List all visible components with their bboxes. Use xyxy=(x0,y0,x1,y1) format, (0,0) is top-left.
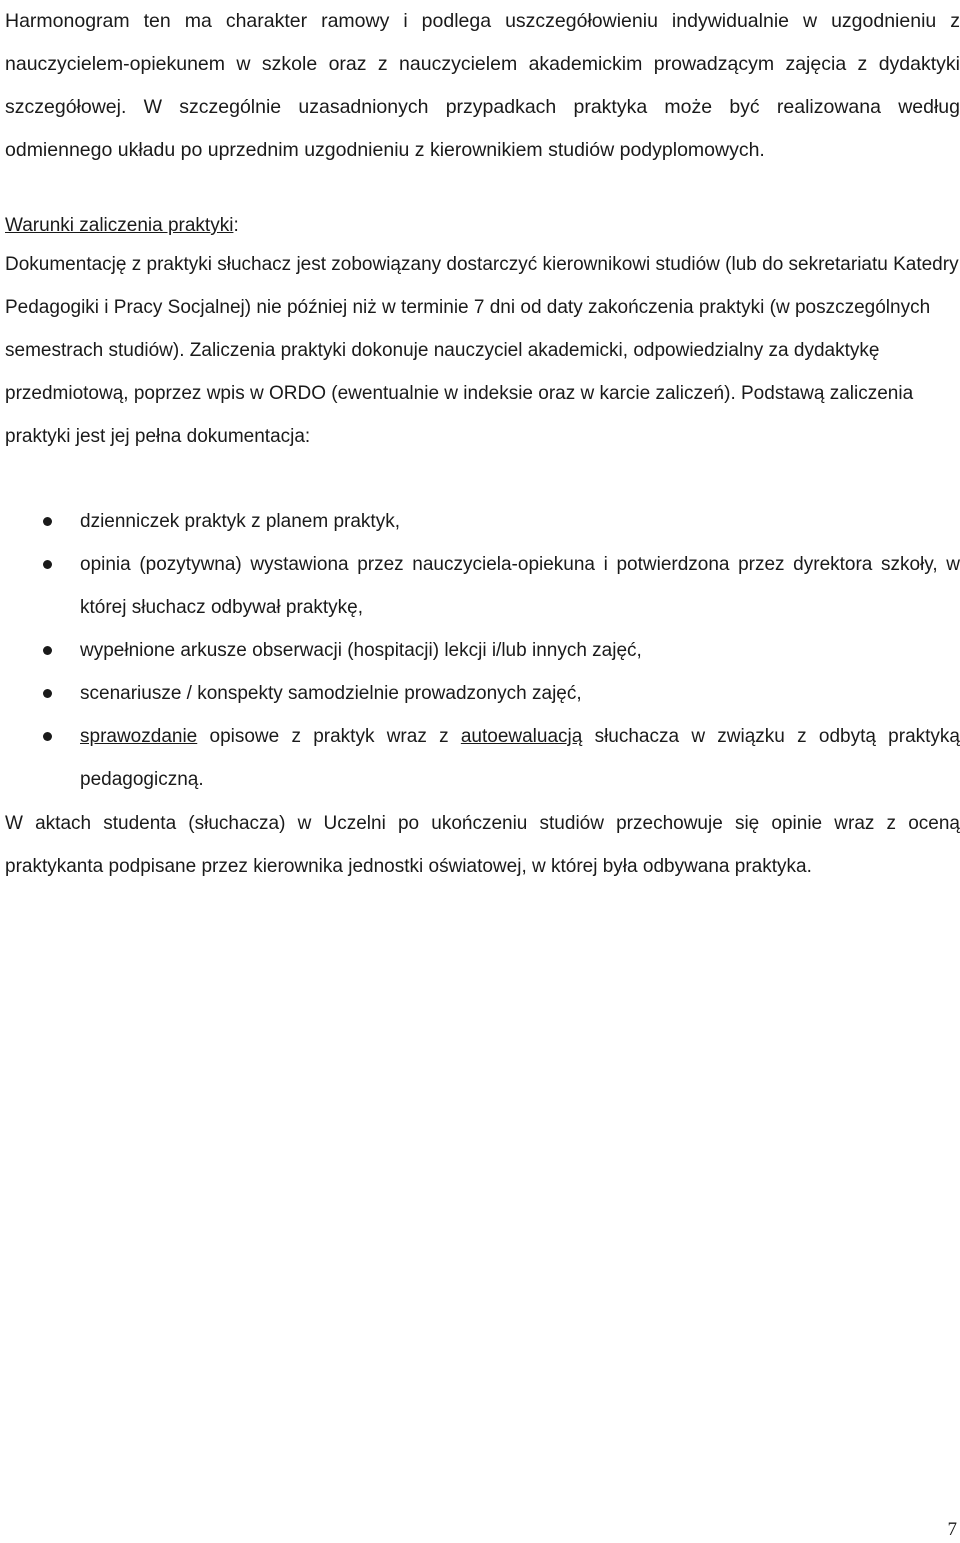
section-heading-colon: : xyxy=(233,215,239,236)
bullet-icon xyxy=(43,689,52,698)
intro-paragraph: Harmonogram ten ma charakter ramowy i podlega uszczegółowieniu indywidualnie w uzgodnieniu z nauczycielem-opiekunem w szkole oraz z nauczycielem akademickim prowadzącym zajęcia z dydaktyki szczegółowej. W szczególnie uzasadnionych przypadkach praktyka może być realizowana według odmiennego układu po uprzednim uzgodnieniu z kierownikiem studiów podyplomowych. xyxy=(5,10,960,161)
page-number: 7 xyxy=(947,1519,957,1540)
list-item xyxy=(5,500,960,543)
list-item-text: wypełnione arkusze obserwacji (hospitacji) lekcji i/lub innych zajęć, xyxy=(80,640,642,661)
list-item-text: słuchacza w związku z odbytą praktyką pedagogiczną. xyxy=(80,726,960,790)
list-item xyxy=(5,543,960,629)
list-item-underlined-text: autoewaluacją xyxy=(460,726,583,747)
list-item xyxy=(5,629,960,672)
section-body-paragraph: Dokumentację z praktyki słuchacz jest zobowiązany dostarczyć kierownikowi studiów (lub do sekretariatu Katedry Pedagogiki i Pracy Socjalnej) nie później niż w terminie 7 dni od daty zakończenia praktyki (w poszczególnych semestrach studiów). Zaliczenia praktyki dokonuje nauczyciel akademicki, odpowiedzialny za dydaktykę przedmiotową, poprzez wpis w ORDO (ewentualnie w indeksie oraz w karcie zaliczeń). Podstawą zaliczenia praktyki jest jej pełna dokumentacja: xyxy=(5,254,959,447)
bullet-icon xyxy=(43,646,52,655)
section-heading xyxy=(5,204,239,247)
list-item-text: opisowe z praktyk wraz z xyxy=(197,726,461,747)
bullet-icon xyxy=(43,732,52,741)
bullet-icon xyxy=(43,560,52,569)
documentation-list xyxy=(5,500,960,801)
list-item-underlined-text: sprawozdanie xyxy=(80,726,198,747)
list-item xyxy=(5,715,960,801)
bullet-icon xyxy=(43,517,52,526)
list-item-text: opinia (pozytywna) wystawiona przez nauczyciela-opiekuna i potwierdzona przez dyrektora szkoły, w której słuchacz odbywał praktykę, xyxy=(80,554,960,618)
section-heading-text: Warunki zaliczenia praktyki xyxy=(5,215,234,236)
closing-paragraph: W aktach studenta (słuchacza) w Uczelni po ukończeniu studiów przechowuje się opinie wraz z oceną praktykanta podpisane przez kierownika jednostki oświatowej, w której była odbywana praktyka. xyxy=(5,813,960,877)
list-item-text: dzienniczek praktyk z planem praktyk, xyxy=(80,511,400,532)
list-item-text: scenariusze / konspekty samodzielnie prowadzonych zajęć, xyxy=(80,683,582,704)
list-item xyxy=(5,672,960,715)
